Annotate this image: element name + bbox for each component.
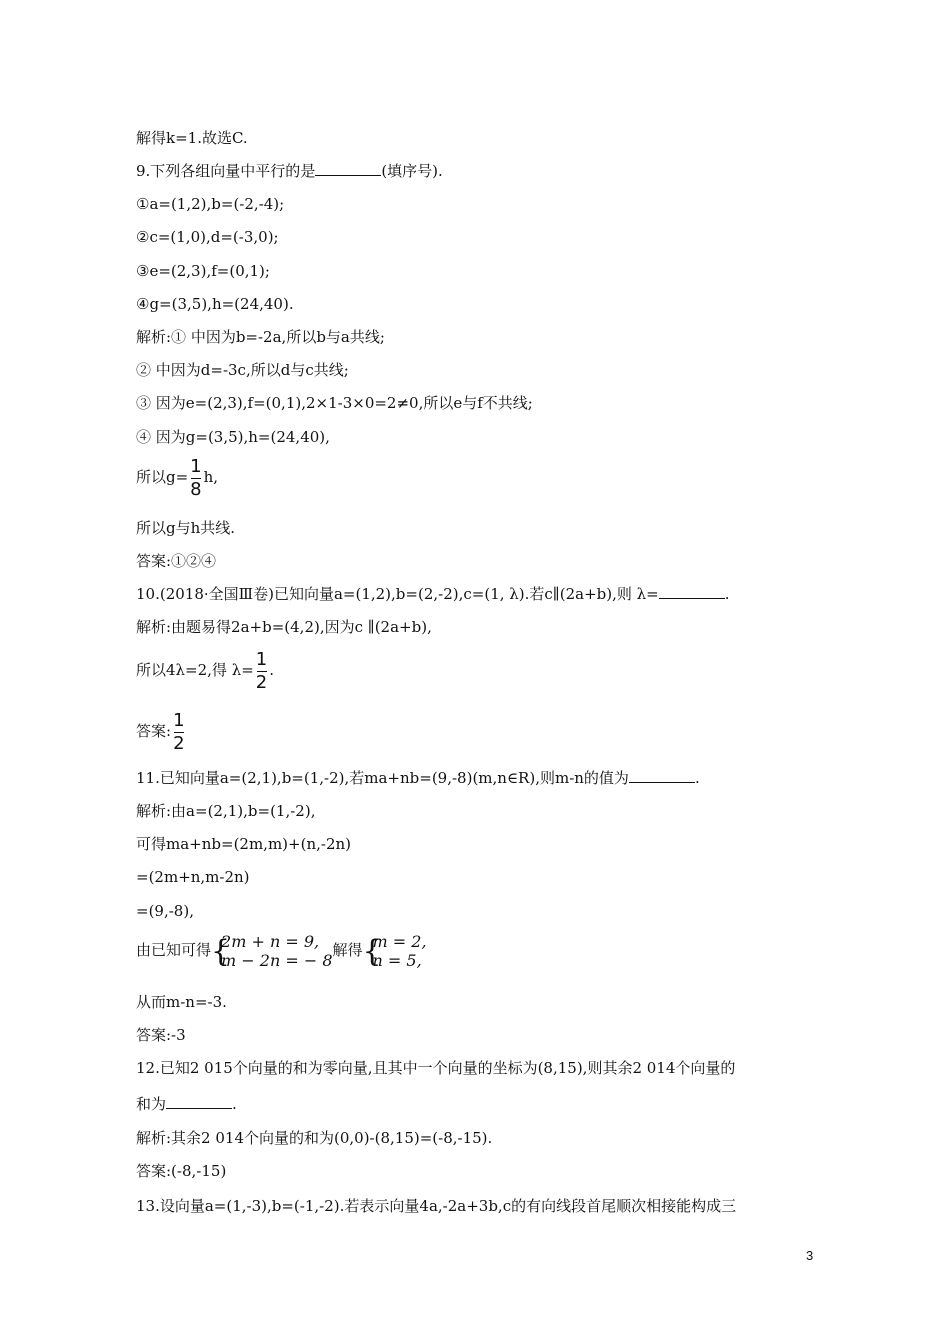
fraction (254, 650, 269, 693)
solution-line: =(2m+n,m-2n) (136, 868, 250, 886)
question-text: . (724, 585, 730, 603)
answer-line: 答案:-3 (136, 1026, 186, 1044)
text-span: 解得 (332, 941, 363, 959)
solution-line: =(9,-8), (136, 902, 194, 920)
answer-line: 答案:①②④ (136, 552, 217, 570)
question-11 (136, 768, 700, 788)
solution-line (136, 647, 274, 693)
text-span: 所以g= (136, 468, 189, 486)
fraction-denominator: 8 (190, 478, 202, 500)
solution-line: 从而m-n=-3. (136, 993, 227, 1011)
text-line: 解得k=1.故选C. (136, 129, 248, 147)
equation-system (363, 932, 427, 970)
solution-line: 可得ma+nb=(2m,m)+(n,-2n) (136, 835, 352, 853)
brace: { (211, 934, 231, 969)
question-12-cont (136, 1094, 237, 1114)
answer-blank (315, 161, 381, 176)
brace: { (362, 934, 382, 969)
equation: m = 2, (372, 932, 427, 951)
answer-line: 答案:(-8,-15) (136, 1162, 227, 1180)
answer-blank (166, 1094, 232, 1109)
fraction (188, 457, 203, 500)
equation: m − 2n = − 8 (221, 951, 333, 970)
solution-line: 解析:① 中因为b=-2a,所以b与a共线; (136, 328, 385, 346)
solution-line (136, 455, 218, 500)
solution-line: 解析:由题易得2a+b=(4,2),因为c ∥(2a+b), (136, 618, 432, 636)
option-3: ③e=(2,3),f=(0,1); (136, 262, 270, 280)
question-text: 10.(2018·全国Ⅲ卷)已知向量a=(1,2),b=(2,-2),c=(1, λ).若c∥(2a+b),则 λ= (136, 585, 659, 603)
solution-line: 解析:由a=(2,1),b=(1,-2), (136, 802, 316, 820)
text-span: 由已知可得 (136, 941, 212, 959)
fraction (171, 711, 186, 754)
question-text: (填序号). (381, 162, 443, 180)
fraction-numerator: 1 (173, 709, 185, 731)
answer-line (136, 708, 187, 754)
fraction-denominator: 2 (173, 732, 185, 754)
text-span: h, (203, 468, 219, 486)
solution-line: 所以g与h共线. (136, 519, 236, 537)
page-number: 3 (806, 1248, 814, 1263)
text-span: . (269, 661, 275, 679)
question-text: 11.已知向量a=(2,1),b=(1,-2),若ma+nb=(9,-8)(m,n∈R),则m-n的值为 (136, 769, 629, 787)
fraction-denominator: 2 (255, 671, 268, 693)
solution-line: 解析:其余2 014个向量的和为(0,0)-(8,15)=(-8,-15). (136, 1129, 493, 1147)
answer-blank (659, 584, 725, 599)
solution-line: ③ 因为e=(2,3),f=(0,1),2×1-3×0=2≠0,所以e与f不共线; (136, 394, 533, 412)
equation: 2m + n = 9, (221, 932, 320, 951)
question-12: 12.已知2 015个向量的和为零向量,且其中一个向量的坐标为(8,15),则其余2 014个向量的 (136, 1059, 736, 1077)
text-span: 答案: (136, 722, 172, 740)
question-text: . (694, 769, 700, 787)
question-10 (136, 584, 729, 604)
question-13: 13.设向量a=(1,-3),b=(-1,-2).若表示向量4a,-2a+3b,c的有向线段首尾顺次相接能构成三 (136, 1197, 737, 1215)
text-span: 所以4λ=2,得 λ= (136, 661, 254, 679)
option-2: ②c=(1,0),d=(-3,0); (136, 228, 279, 246)
solution-line: ② 中因为d=-3c,所以d与c共线; (136, 361, 349, 379)
fraction-numerator: 1 (255, 648, 268, 670)
question-text: . (232, 1095, 237, 1113)
question-text: 9.下列各组向量中平行的是 (136, 162, 316, 180)
solution-line (136, 928, 427, 972)
solution-line: ④ 因为g=(3,5),h=(24,40), (136, 428, 330, 446)
question-text: 和为 (136, 1095, 167, 1113)
question-9 (136, 161, 443, 181)
option-4: ④g=(3,5),h=(24,40). (136, 295, 294, 313)
equation-system (211, 932, 332, 970)
answer-blank (629, 768, 695, 783)
option-1: ①a=(1,2),b=(-2,-4); (136, 195, 285, 213)
equation: n = 5, (372, 951, 422, 970)
fraction-numerator: 1 (190, 455, 202, 477)
